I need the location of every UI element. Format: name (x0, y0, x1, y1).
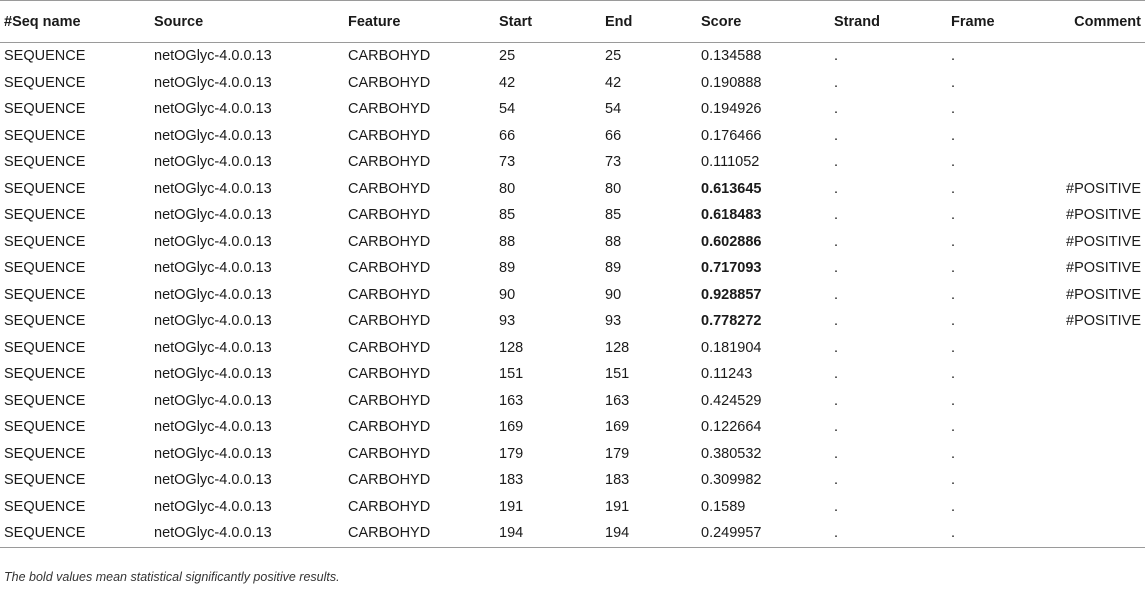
table-row (0, 96, 1145, 123)
cell-frame: . (951, 154, 956, 171)
cell-strand: . (834, 445, 839, 462)
cell-source: netOGlyc-4.0.0.13 (154, 520, 348, 547)
cell-start: 179 (499, 445, 524, 462)
cell-feature: CARBOHYD (348, 260, 431, 277)
cell-end: 151 (605, 366, 630, 383)
cell-end: 89 (605, 260, 622, 277)
cell-end: 93 (605, 313, 622, 330)
cell-start: 80 (499, 180, 516, 197)
table-row (0, 308, 1145, 335)
cell-score: 0.176466 (701, 127, 762, 144)
cell-score: 0.134588 (701, 48, 762, 65)
cell-seq-name: SEQUENCE (4, 419, 86, 436)
header-source: Source (154, 1, 348, 43)
cell-frame: . (951, 260, 956, 277)
cell-score: 0.122664 (701, 419, 762, 436)
cell-start: 25 (499, 48, 516, 65)
cell-feature: CARBOHYD (348, 127, 431, 144)
table-body (0, 43, 1145, 548)
cell-seq-name: SEQUENCE (4, 498, 86, 515)
cell-seq-name: SEQUENCE (4, 366, 86, 383)
cell-source: netOGlyc-4.0.0.13 (154, 445, 272, 462)
table-row (0, 441, 1145, 468)
cell-source: netOGlyc-4.0.0.13 (154, 233, 272, 250)
cell-source: netOGlyc-4.0.0.13 (154, 207, 272, 224)
cell-strand: . (834, 313, 839, 330)
cell-start: 163 (499, 392, 524, 409)
cell-end: 25 (605, 48, 622, 65)
cell-feature: CARBOHYD (348, 313, 431, 330)
cell-comment (1052, 494, 1145, 521)
cell-frame: . (951, 180, 956, 197)
cell-end: 54 (605, 101, 622, 118)
cell-seq-name: SEQUENCE (4, 154, 86, 171)
cell-seq-name: SEQUENCE (4, 260, 86, 277)
cell-seq-name: SEQUENCE (4, 339, 86, 356)
cell-frame: . (951, 207, 956, 224)
cell-start: 191 (499, 498, 524, 515)
header-feature: Feature (348, 1, 499, 43)
cell-source: netOGlyc-4.0.0.13 (154, 260, 272, 277)
cell-end: 169 (605, 419, 630, 436)
cell-strand: . (834, 180, 839, 197)
cell-feature: CARBOHYD (348, 366, 431, 383)
cell-score: 0.111052 (701, 154, 760, 171)
cell-score: 0.194926 (701, 101, 762, 118)
header-comment: Comment (1052, 1, 1145, 43)
cell-start: 88 (499, 233, 516, 250)
cell-frame: . (951, 419, 956, 436)
cell-comment (1052, 414, 1145, 441)
cell-strand: . (834, 286, 839, 303)
cell-strand: . (834, 48, 839, 65)
cell-source: netOGlyc-4.0.0.13 (154, 286, 272, 303)
cell-frame: . (951, 339, 956, 356)
table-row (0, 149, 1145, 176)
cell-comment: #POSITIVE (1066, 180, 1141, 197)
cell-comment: #POSITIVE (1066, 313, 1141, 330)
cell-start: 89 (499, 260, 516, 277)
cell-comment: #POSITIVE (1066, 260, 1141, 277)
cell-strand: . (834, 154, 839, 171)
cell-source: netOGlyc-4.0.0.13 (154, 366, 272, 383)
cell-comment (1052, 123, 1145, 150)
cell-start: 151 (499, 366, 524, 383)
cell-source: netOGlyc-4.0.0.13 (154, 48, 272, 65)
cell-source: netOGlyc-4.0.0.13 (154, 498, 272, 515)
cell-seq-name: SEQUENCE (4, 286, 86, 303)
cell-feature: CARBOHYD (348, 419, 431, 436)
cell-seq-name: SEQUENCE (4, 101, 86, 118)
cell-end: 88 (605, 233, 622, 250)
cell-frame: . (951, 498, 956, 515)
cell-seq-name: SEQUENCE (4, 233, 86, 250)
cell-seq-name: SEQUENCE (4, 313, 86, 330)
cell-start: 169 (499, 419, 524, 436)
table-row (0, 255, 1145, 282)
cell-comment: #POSITIVE (1066, 233, 1141, 250)
cell-feature: CARBOHYD (348, 48, 431, 65)
cell-score: 0.778272 (701, 313, 762, 330)
table-row (0, 414, 1145, 441)
cell-score: 0.11243 (701, 366, 753, 383)
cell-strand: . (834, 127, 839, 144)
cell-start: 93 (499, 313, 516, 330)
cell-end: 42 (605, 74, 622, 91)
cell-score: 0.1589 (701, 498, 746, 515)
cell-end: 80 (605, 180, 622, 197)
cell-score: 0.717093 (701, 260, 762, 277)
cell-frame: . (951, 74, 956, 91)
cell-feature: CARBOHYD (348, 520, 499, 547)
cell-feature: CARBOHYD (348, 207, 431, 224)
cell-strand: . (834, 498, 839, 515)
cell-source: netOGlyc-4.0.0.13 (154, 154, 272, 171)
cell-seq-name: SEQUENCE (0, 520, 154, 547)
cell-strand: . (834, 233, 839, 250)
cell-start: 90 (499, 286, 516, 303)
cell-frame: . (951, 127, 956, 144)
cell-comment: #POSITIVE (1066, 286, 1141, 303)
cell-score: 0.602886 (701, 233, 762, 250)
cell-comment (1052, 388, 1145, 415)
cell-frame: . (951, 392, 956, 409)
cell-end: 128 (605, 339, 630, 356)
cell-score: 0.928857 (701, 286, 762, 303)
cell-score: 0.618483 (701, 207, 762, 224)
cell-feature: CARBOHYD (348, 154, 431, 171)
cell-strand: . (834, 74, 839, 91)
table-row (0, 282, 1145, 309)
cell-feature: CARBOHYD (348, 445, 431, 462)
cell-start: 54 (499, 101, 516, 118)
cell-seq-name: SEQUENCE (4, 180, 86, 197)
cell-end: 183 (605, 472, 630, 489)
cell-feature: CARBOHYD (348, 339, 431, 356)
cell-start: 85 (499, 207, 516, 224)
cell-end: 90 (605, 286, 622, 303)
cell-seq-name: SEQUENCE (4, 207, 86, 224)
cell-strand: . (834, 339, 839, 356)
cell-start: 66 (499, 127, 516, 144)
cell-source: netOGlyc-4.0.0.13 (154, 392, 272, 409)
cell-feature: CARBOHYD (348, 74, 431, 91)
header-strand: Strand (834, 1, 951, 43)
cell-score: 0.613645 (701, 180, 762, 197)
cell-frame: . (951, 233, 956, 250)
table-header (0, 1, 1145, 43)
cell-comment (1052, 520, 1145, 547)
table-row (0, 494, 1145, 521)
cell-score: 0.249957 (701, 520, 834, 547)
cell-feature: CARBOHYD (348, 472, 431, 489)
cell-start: 42 (499, 74, 516, 91)
cell-source: netOGlyc-4.0.0.13 (154, 313, 272, 330)
cell-start: 128 (499, 339, 524, 356)
table-row (0, 467, 1145, 494)
cell-frame: . (951, 101, 956, 118)
cell-start: 73 (499, 154, 516, 171)
cell-strand: . (834, 419, 839, 436)
cell-comment (1052, 335, 1145, 362)
cell-end: 191 (605, 498, 630, 515)
table-row (0, 43, 1145, 70)
cell-feature: CARBOHYD (348, 101, 431, 118)
cell-source: netOGlyc-4.0.0.13 (154, 419, 272, 436)
cell-comment (1052, 70, 1145, 97)
table-footnote: The bold values mean statistical significantly positive results. (4, 570, 340, 584)
cell-end: 179 (605, 445, 630, 462)
cell-start: 183 (499, 472, 524, 489)
cell-seq-name: SEQUENCE (4, 74, 86, 91)
cell-frame: . (951, 313, 956, 330)
cell-frame: . (951, 445, 956, 462)
cell-feature: CARBOHYD (348, 498, 431, 515)
cell-source: netOGlyc-4.0.0.13 (154, 74, 272, 91)
table-row (0, 70, 1145, 97)
cell-frame: . (951, 366, 956, 383)
cell-score: 0.190888 (701, 74, 762, 91)
table-row (0, 520, 1145, 547)
table-row (0, 123, 1145, 150)
cell-source: netOGlyc-4.0.0.13 (154, 127, 272, 144)
cell-comment (1052, 467, 1145, 494)
cell-comment (1052, 43, 1145, 70)
cell-end: 73 (605, 154, 622, 171)
header-seq-name: #Seq name (0, 1, 154, 43)
cell-seq-name: SEQUENCE (4, 445, 86, 462)
cell-comment (1052, 149, 1145, 176)
table-row (0, 388, 1145, 415)
header-row (0, 1, 1145, 43)
header-frame: Frame (951, 1, 1052, 43)
cell-comment (1052, 441, 1145, 468)
cell-source: netOGlyc-4.0.0.13 (154, 101, 272, 118)
cell-frame: . (951, 48, 956, 65)
cell-feature: CARBOHYD (348, 233, 431, 250)
cell-seq-name: SEQUENCE (4, 127, 86, 144)
cell-score: 0.309982 (701, 472, 762, 489)
cell-comment (1052, 361, 1145, 388)
cell-strand: . (834, 207, 839, 224)
table-row (0, 202, 1145, 229)
table-row (0, 361, 1145, 388)
header-start: Start (499, 1, 605, 43)
cell-strand: . (834, 392, 839, 409)
cell-end: 66 (605, 127, 622, 144)
cell-source: netOGlyc-4.0.0.13 (154, 339, 272, 356)
cell-end: 194 (605, 520, 701, 547)
header-end: End (605, 1, 701, 43)
cell-score: 0.424529 (701, 392, 762, 409)
cell-start: 194 (499, 520, 605, 547)
cell-end: 163 (605, 392, 630, 409)
cell-strand: . (834, 260, 839, 277)
cell-strand: . (834, 472, 839, 489)
cell-source: netOGlyc-4.0.0.13 (154, 472, 272, 489)
cell-strand: . (834, 101, 839, 118)
header-score: Score (701, 1, 834, 43)
cell-seq-name: SEQUENCE (4, 48, 86, 65)
table-row (0, 335, 1145, 362)
table-row (0, 176, 1145, 203)
cell-end: 85 (605, 207, 622, 224)
cell-comment (1052, 96, 1145, 123)
cell-frame: . (951, 286, 956, 303)
cell-frame: . (951, 520, 1052, 547)
table-row (0, 229, 1145, 256)
cell-strand: . (834, 366, 839, 383)
cell-seq-name: SEQUENCE (4, 392, 86, 409)
cell-frame: . (951, 472, 956, 489)
cell-feature: CARBOHYD (348, 286, 431, 303)
cell-feature: CARBOHYD (348, 392, 431, 409)
cell-score: 0.181904 (701, 339, 762, 356)
cell-score: 0.380532 (701, 445, 762, 462)
cell-source: netOGlyc-4.0.0.13 (154, 180, 272, 197)
cell-feature: CARBOHYD (348, 180, 431, 197)
cell-seq-name: SEQUENCE (4, 472, 86, 489)
cell-strand: . (834, 520, 951, 547)
cell-comment: #POSITIVE (1066, 207, 1141, 224)
